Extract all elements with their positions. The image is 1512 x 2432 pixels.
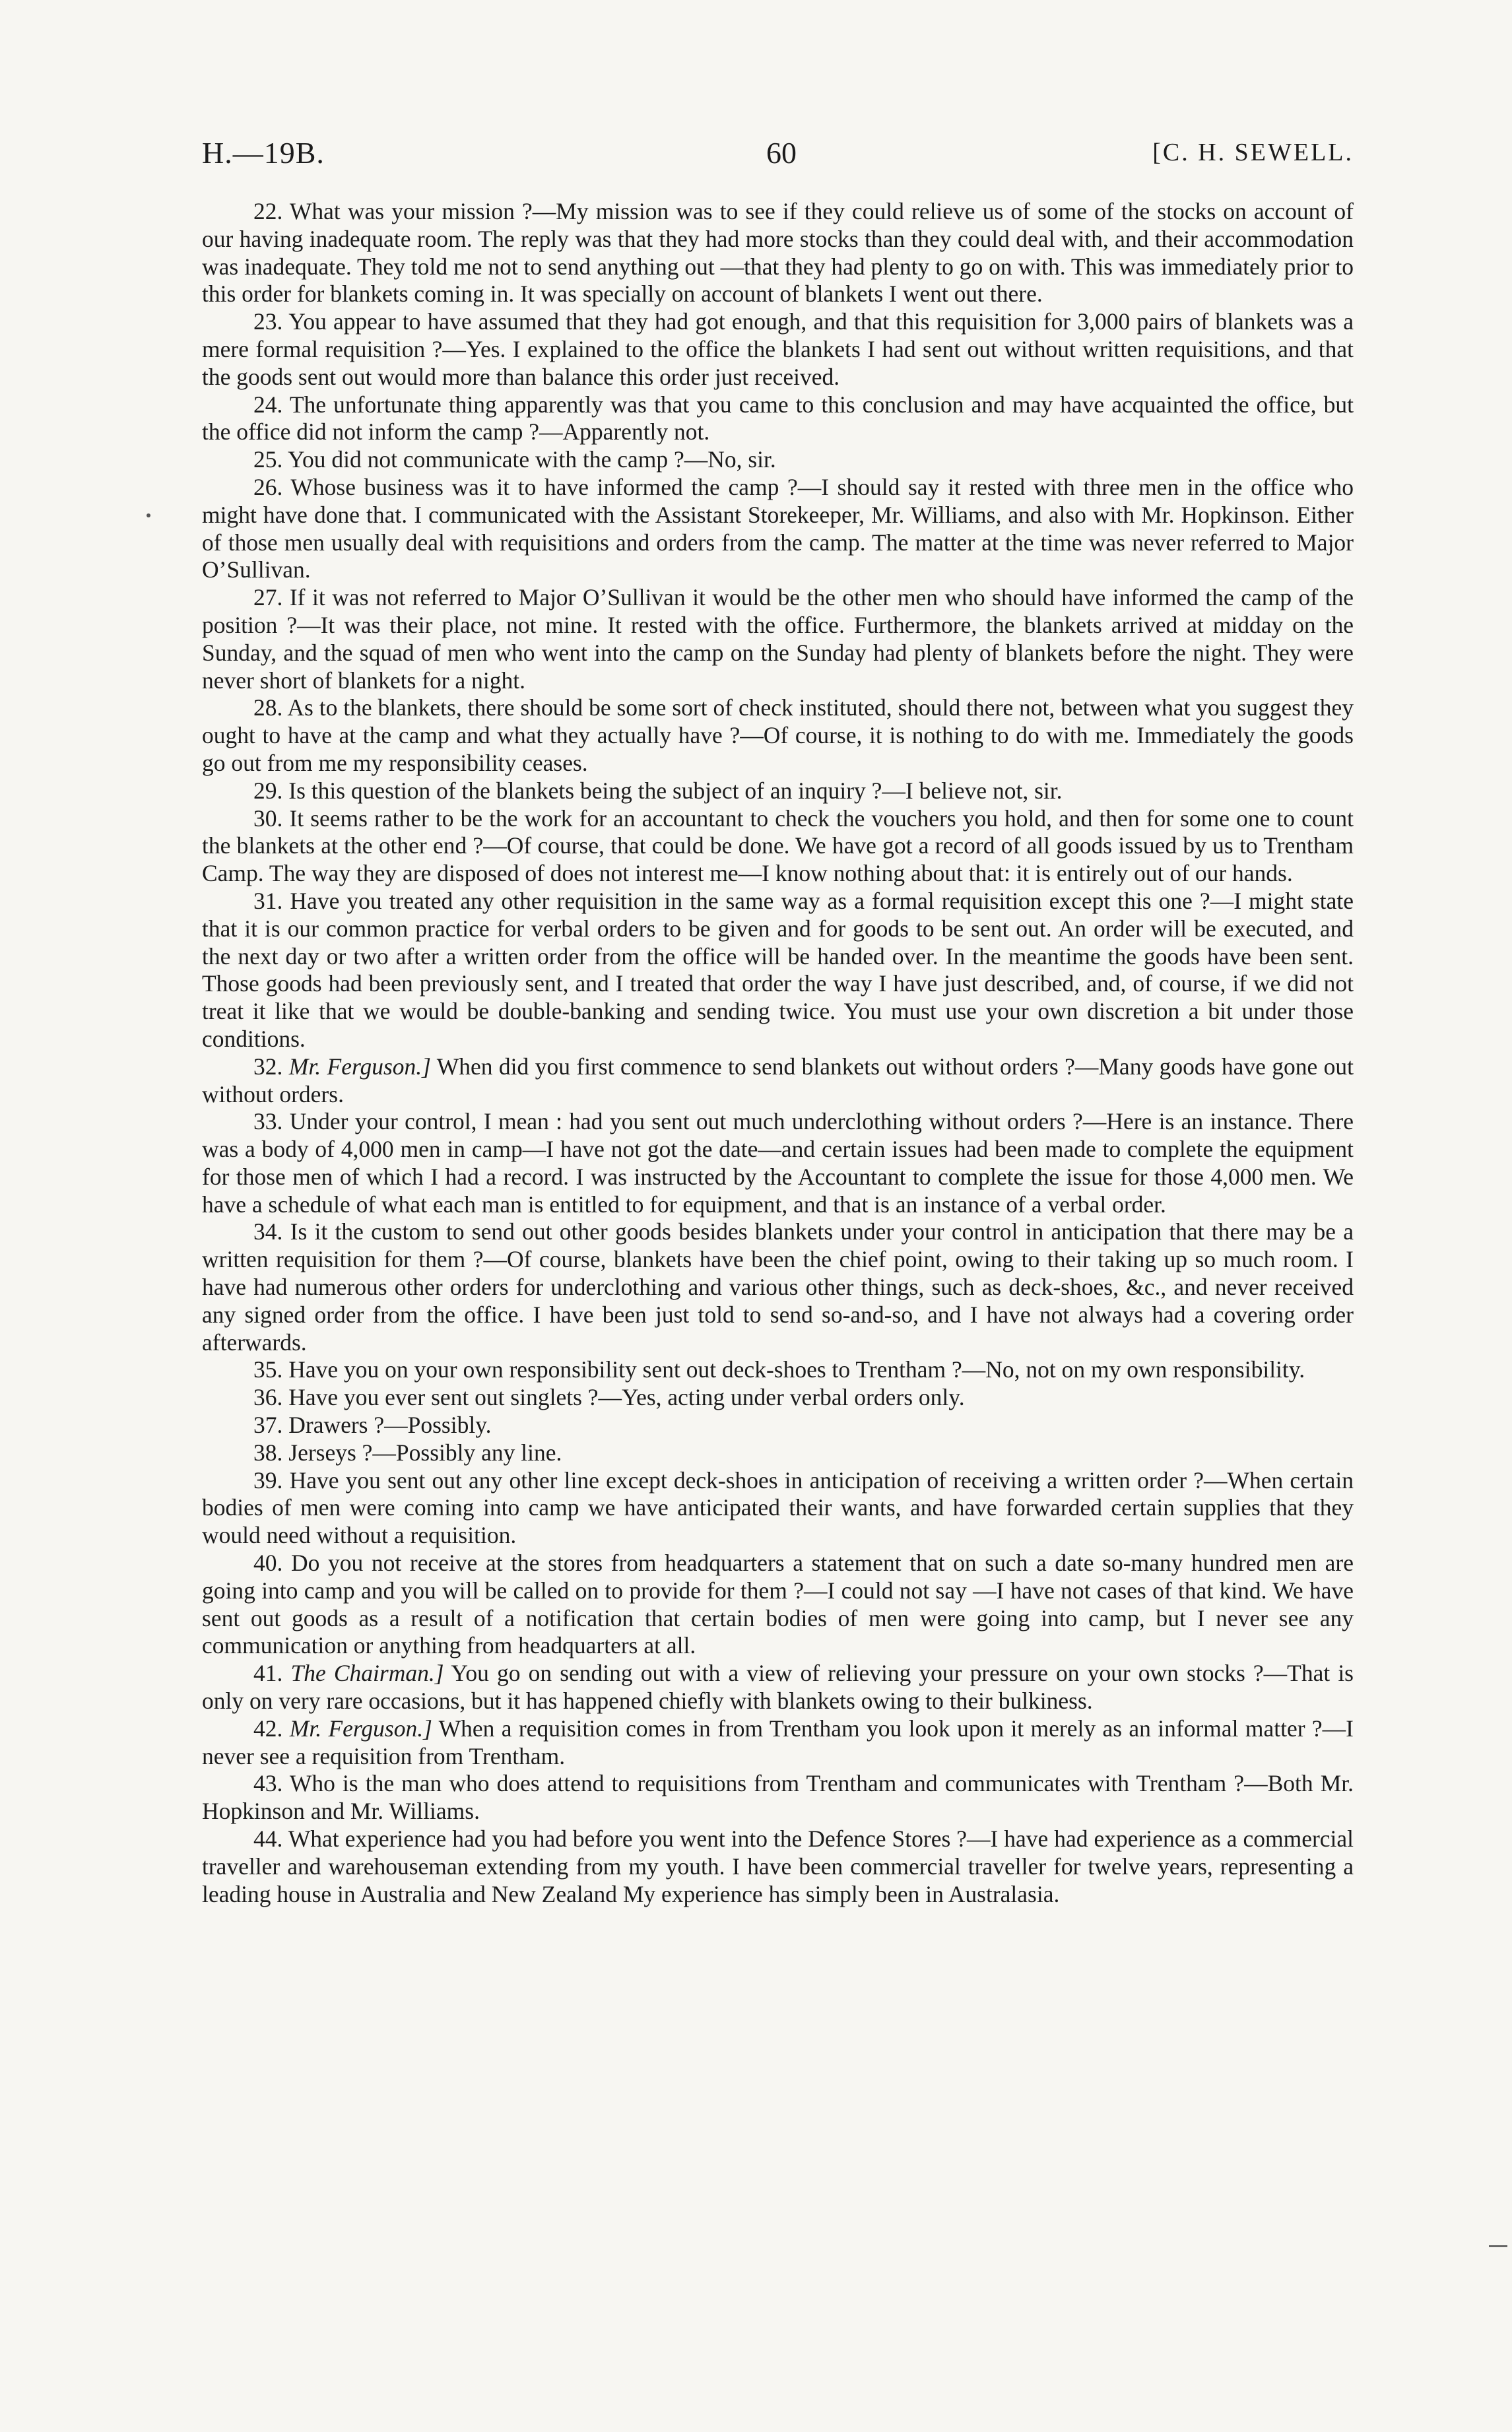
question-number: 27. bbox=[253, 584, 283, 611]
testimony-paragraph bbox=[202, 1356, 1354, 1384]
question-answer-text: You go on sending out with a view of relieving your pressure on your own stocks ?—That is only on very rare occasions, but it has happened chiefly with blankets owing to their bulkiness. bbox=[202, 1660, 1354, 1715]
question-answer-text: It seems rather to be the work for an accountant to check the vouchers you hold, and then for some one to count the blankets at the other end ?—Of course, that could be done. We have got a record of all goods issued by us to Trentham Camp. The way they are disposed of does not interest me—I know nothing about that: it is entirely out of our hands. bbox=[202, 805, 1354, 887]
margin-mark bbox=[147, 513, 150, 517]
question-number: 24. bbox=[253, 391, 283, 418]
testimony-paragraph bbox=[202, 308, 1354, 391]
testimony-paragraph bbox=[202, 1467, 1354, 1550]
margin-mark bbox=[1489, 2245, 1507, 2247]
testimony-paragraph bbox=[202, 391, 1354, 447]
question-answer-text: Jerseys ?—Possibly any line. bbox=[288, 1439, 562, 1466]
question-answer-text: You did not communicate with the camp ?—No, sir. bbox=[287, 446, 776, 473]
testimony-paragraph bbox=[202, 805, 1354, 888]
question-answer-text: Do you not receive at the stores from headquarters a statement that on such a date so-many hundred men are going into camp and you will be called on to provide for them ?—I could not say —I have not cases of that kind. We have sent out goods as a result of a notification that certain bodies of men were going into camp, but I never see any communication or anything from headquarters at all. bbox=[202, 1550, 1354, 1659]
question-number: 23. bbox=[253, 308, 283, 335]
question-number: 35. bbox=[253, 1356, 283, 1383]
question-answer-text: When a requisition comes in from Trentham you look upon it merely as an informal matter ?—I never see a requisition from Trentham. bbox=[202, 1715, 1354, 1769]
testimony-paragraph bbox=[202, 1825, 1354, 1908]
testimony-paragraph bbox=[202, 777, 1354, 805]
question-number: 34. bbox=[253, 1218, 283, 1245]
witness-name: [C. H. SEWELL. bbox=[1152, 139, 1354, 166]
speaker-name: Mr. Ferguson.] bbox=[289, 1715, 432, 1742]
question-number: 32. bbox=[253, 1053, 283, 1080]
question-number: 41. bbox=[253, 1660, 283, 1687]
question-number: 22. bbox=[253, 198, 283, 224]
testimony-paragraph bbox=[202, 1439, 1354, 1467]
question-number: 39. bbox=[253, 1466, 283, 1494]
testimony-paragraph bbox=[202, 584, 1354, 694]
testimony-paragraph bbox=[202, 1660, 1354, 1715]
question-answer-text: Have you ever sent out singlets ?—Yes, acting under verbal orders only. bbox=[288, 1384, 965, 1411]
question-answer-text: As to the blankets, there should be some sort of check instituted, should there not, between what you suggest they ought to have at the camp and what they actually have ?—Of course, it is nothing to do with me. Immediately the goods go out from me my responsibility ceases. bbox=[202, 694, 1354, 776]
question-answer-text: If it was not referred to Major O’Sullivan it would be the other men who should have informed the camp of the position ?—It was their place, not mine. It rested with the office. Furthermore, the blankets arrived at midday on the Sunday, and the squad of men who went into the camp on the Sunday had plenty of blankets before the night. They were never short of blankets for a night. bbox=[202, 584, 1354, 694]
question-number: 38. bbox=[253, 1439, 283, 1466]
question-number: 33. bbox=[253, 1108, 283, 1135]
question-answer-text: What experience had you had before you went into the Defence Stores ?—I have had experience as a commercial traveller and warehouseman extending from my youth. I have been commercial traveller for twelve years, representing a leading house in Australia and New Zealand My experience has simply been in Australasia. bbox=[202, 1825, 1354, 1907]
question-number: 43. bbox=[253, 1770, 283, 1797]
testimony-paragraph bbox=[202, 474, 1354, 584]
question-answer-text: What was your mission ?—My mission was to see if they could relieve us of some of the stocks on account of our having inadequate room. The reply was that they had more stocks than they could deal with, and their accommodation was inadequate. They told me not to send anything out —that they had plenty to go on with. This was immediately prior to this order for blankets coming in. It was specially on account of blankets I went out there. bbox=[202, 198, 1354, 308]
testimony-paragraph bbox=[202, 694, 1354, 777]
testimony-paragraph bbox=[202, 1053, 1354, 1109]
question-answer-text: Have you treated any other requisition in the same way as a formal requisition except this one ?—I might state that it is our common practice for verbal orders to be given and for goods to be sent out. An order will be executed, and the next day or two after a written order from the office will be handed over. In the meantime the goods have been sent. Those goods had been previously sent, and I treated that order the way I have just described, and, of course, if we did not treat it like that we would be double-banking and sending twice. You must use your own discretion a bit under those conditions. bbox=[202, 887, 1354, 1052]
question-answer-text: Is it the custom to send out other goods besides blankets under your control in anticipation that there may be a written requisition for them ?—Of course, blankets have been the chief point, owing to their taking up so much room. I have had numerous other orders for underclothing and various other things, such as deck-shoes, &c., and never received any signed order from the office. I have been just told to send so-and-so, and I have not always had a covering order afterwards. bbox=[202, 1218, 1354, 1356]
speaker-name: The Chairman.] bbox=[290, 1660, 444, 1687]
testimony-paragraph bbox=[202, 1384, 1354, 1412]
question-number: 40. bbox=[253, 1550, 283, 1577]
page-number: 60 bbox=[766, 136, 797, 170]
question-number: 25. bbox=[253, 446, 283, 473]
question-number: 29. bbox=[253, 777, 283, 804]
question-number: 36. bbox=[253, 1384, 283, 1411]
question-answer-text: You appear to have assumed that they had got enough, and that this requisition for 3,000 pairs of blankets was a mere formal requisition ?—Yes. I explained to the office the blankets I had sent out without written requisitions, and that the goods sent out would more than balance this order just received. bbox=[202, 308, 1354, 390]
question-answer-text: Have you on your own responsibility sent out deck-shoes to Trentham ?—No, not on my own responsibility. bbox=[288, 1356, 1305, 1383]
testimony-paragraph bbox=[202, 1218, 1354, 1356]
question-answer-text: Is this question of the blankets being the subject of an inquiry ?—I believe not, sir. bbox=[288, 777, 1063, 804]
testimony-paragraph bbox=[202, 198, 1354, 308]
question-number: 37. bbox=[253, 1412, 283, 1439]
question-number: 31. bbox=[253, 887, 283, 914]
question-number: 28. bbox=[253, 694, 283, 721]
question-answer-text: Who is the man who does attend to requisitions from Trentham and communicates with Trentham ?—Both Mr. Hopkinson and Mr. Williams. bbox=[202, 1770, 1354, 1825]
testimony-paragraph bbox=[202, 1770, 1354, 1825]
question-answer-text: When did you first commence to send blankets out without orders ?—Many goods have gone out without orders. bbox=[202, 1053, 1354, 1107]
question-number: 42. bbox=[253, 1715, 283, 1742]
document-reference: H.—19B. bbox=[202, 136, 325, 170]
testimony-paragraph bbox=[202, 1108, 1354, 1218]
testimony-paragraph bbox=[202, 446, 1354, 474]
question-number: 44. bbox=[253, 1825, 283, 1853]
testimony-body bbox=[202, 198, 1354, 1908]
question-answer-text: Drawers ?—Possibly. bbox=[288, 1412, 492, 1439]
speaker-name: Mr. Ferguson.] bbox=[288, 1053, 431, 1080]
testimony-paragraph bbox=[202, 1412, 1354, 1439]
testimony-paragraph bbox=[202, 888, 1354, 1053]
question-answer-text: Whose business was it to have informed the camp ?—I should say it rested with three men in the office who might have done that. I communicated with the Assistant Storekeeper, Mr. Williams, and also with Mr. Hopkinson. Either of those men usually deal with requisitions and orders from the camp. The matter at the time was never referred to Major O’Sullivan. bbox=[202, 473, 1354, 583]
testimony-paragraph bbox=[202, 1550, 1354, 1660]
testimony-paragraph bbox=[202, 1715, 1354, 1771]
question-answer-text: The unfortunate thing apparently was that you came to this conclusion and may have acquainted the office, but the office did not inform the camp ?—Apparently not. bbox=[202, 391, 1354, 445]
question-answer-text: Under your control, I mean : had you sent out much underclothing without orders ?—Here is an instance. There was a body of 4,000 men in camp—I have not got the date—and certain issues had been made to complete the equipment for those men of which I had a record. I was instructed by the Accountant to complete the issue for those 4,000 men. We have a schedule of what each man is entitled to for equipment, and that is an instance of a verbal order. bbox=[202, 1108, 1354, 1218]
question-answer-text: Have you sent out any other line except deck-shoes in anticipation of receiving a written order ?—When certain bodies of men were coming into camp we have anticipated their wants, and have forwarded certain supplies that they would need without a requisition. bbox=[202, 1466, 1354, 1549]
question-number: 30. bbox=[253, 805, 283, 832]
page-header bbox=[202, 135, 1354, 181]
question-number: 26. bbox=[253, 473, 283, 500]
